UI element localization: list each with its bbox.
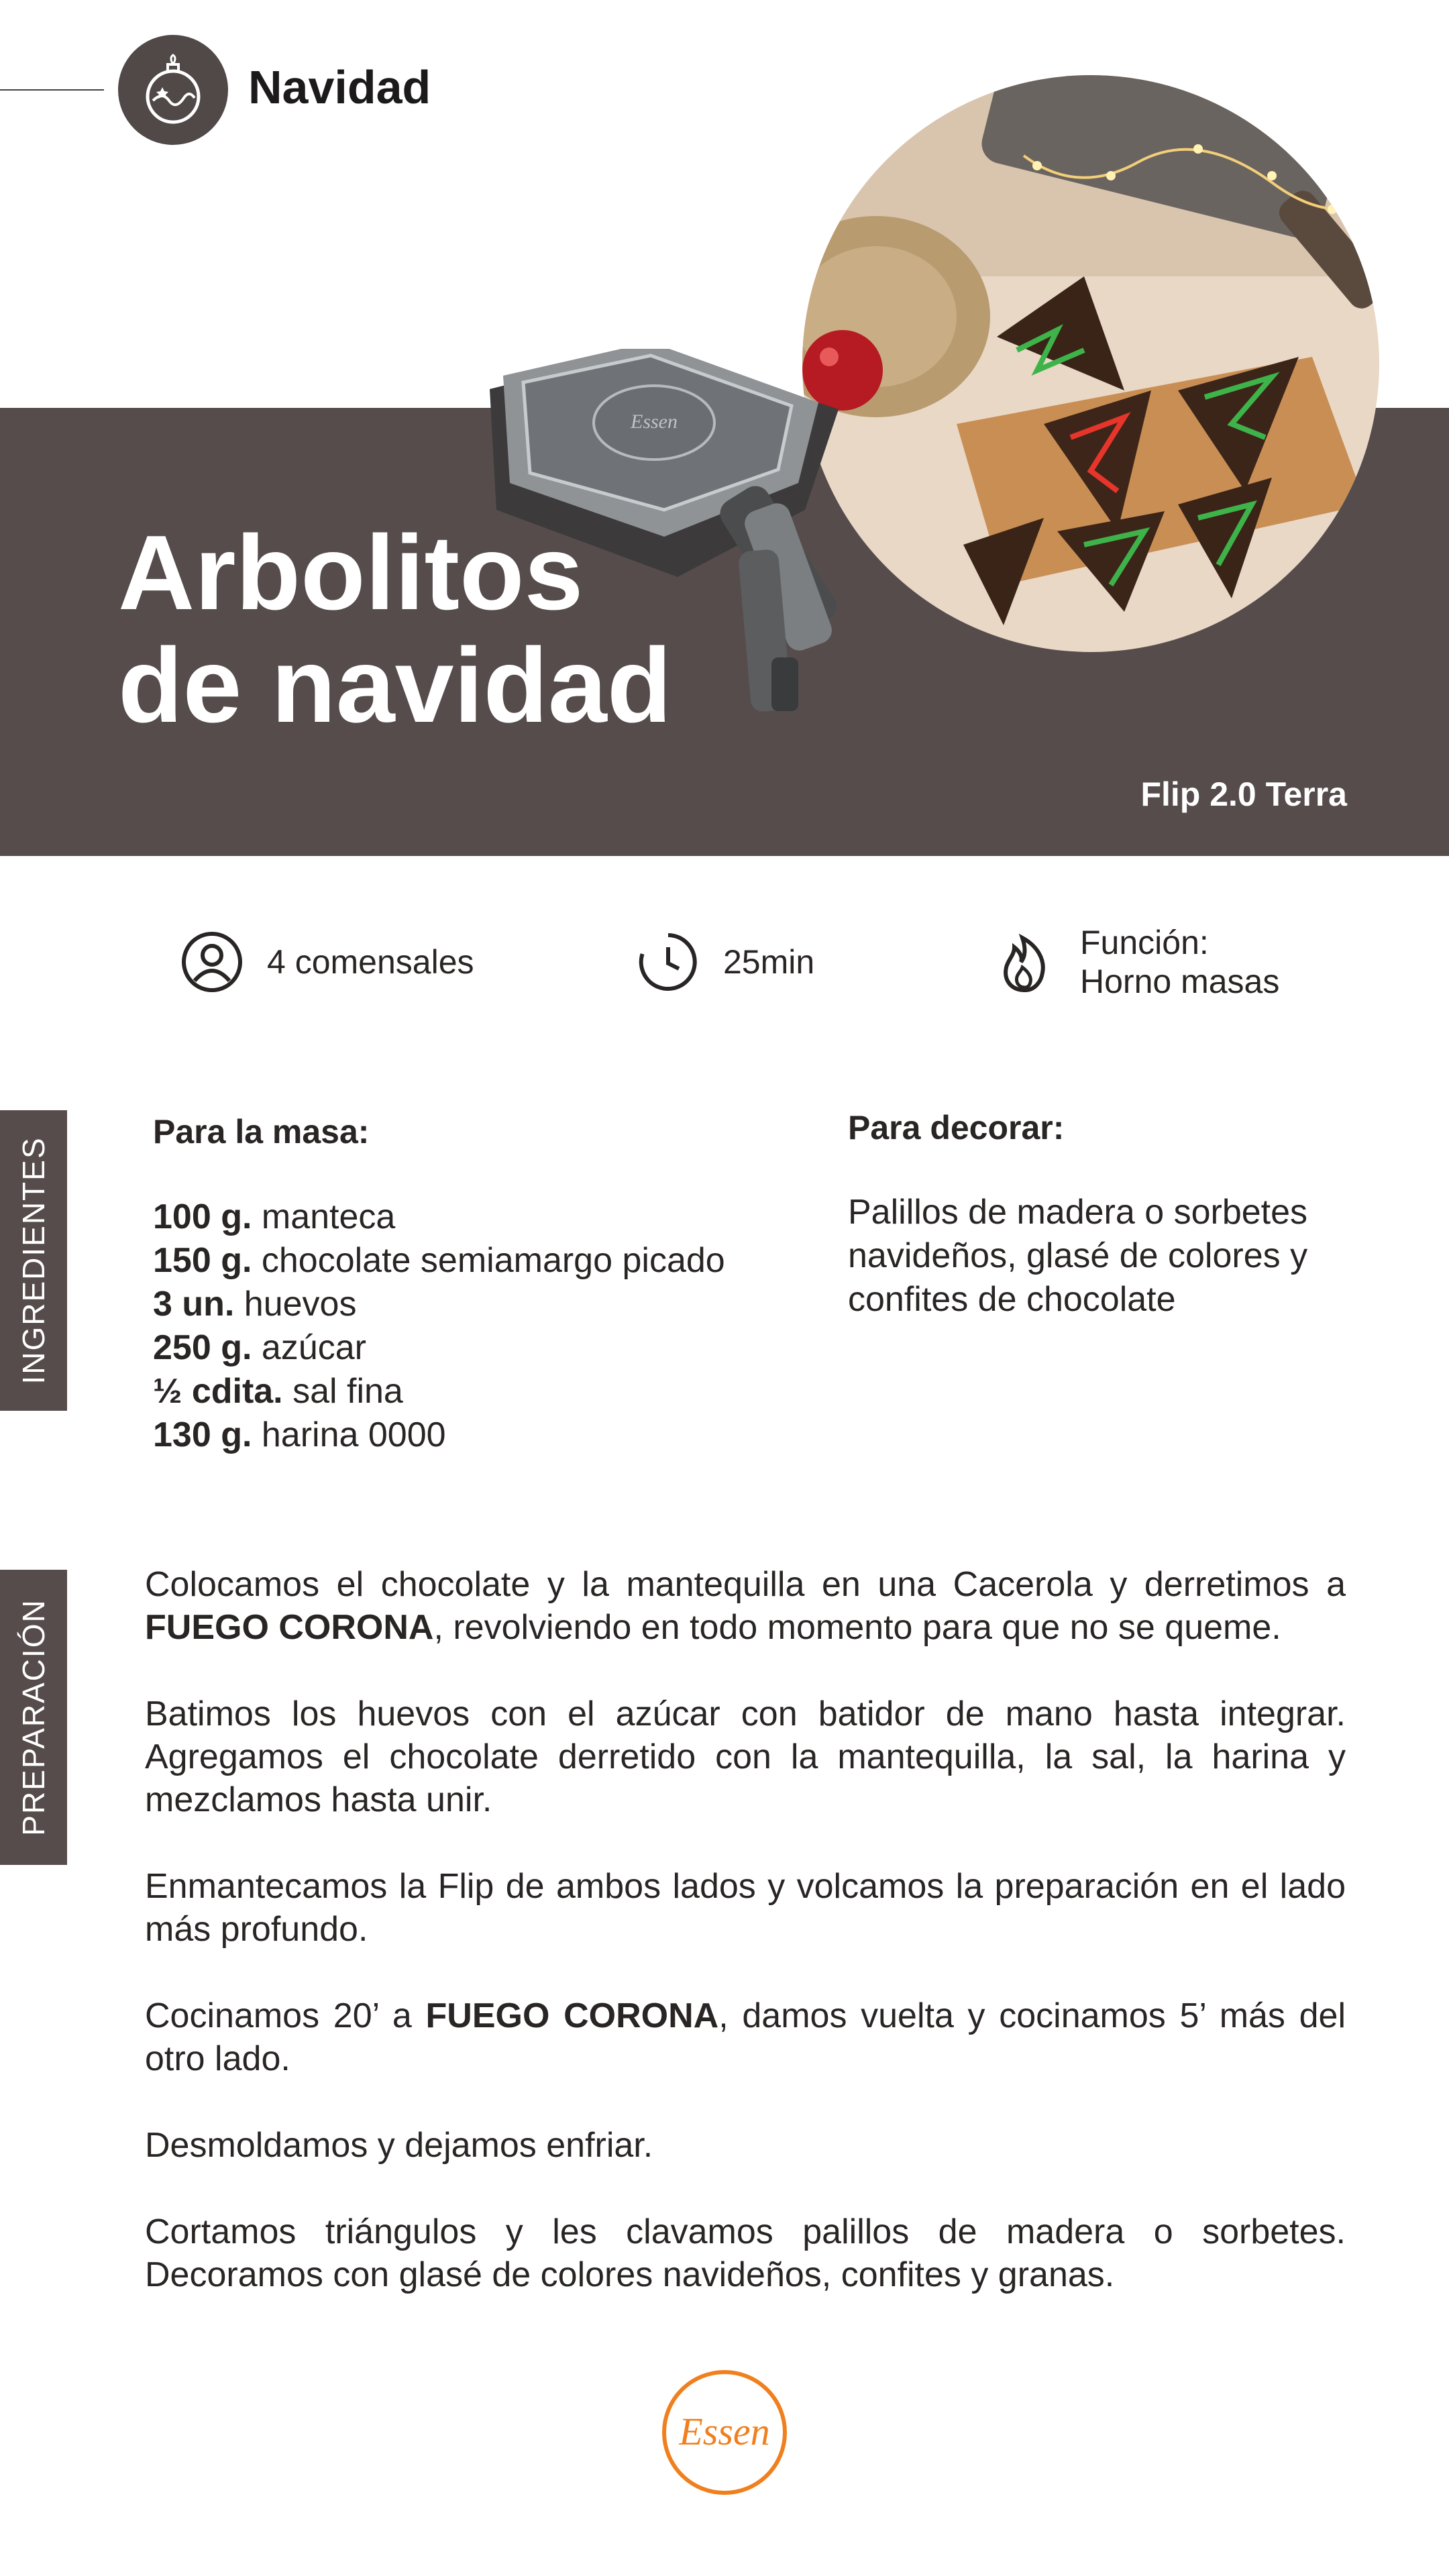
servings-text: 4 comensales (267, 943, 474, 981)
prep-step-4: Cocinamos 20’ a FUEGO CORONA, damos vuelta y cocinamos 5’ más del otro lado. (145, 1996, 1346, 2078)
prep-step-5: Desmoldamos y dejamos enfriar. (145, 2126, 653, 2165)
flame-icon (993, 930, 1057, 994)
preparation-steps (145, 1563, 1346, 2340)
product-name: Flip 2.0 Terra (1140, 775, 1347, 813)
person-icon (180, 930, 244, 994)
header-divider-line (0, 89, 104, 91)
prep-step-2: Batimos los huevos con el azúcar con batidor de mano hasta integrar. Agregamos el chocolate derretido con la mantequilla, la sal, la harina y mezclamos hasta unir. (145, 1695, 1346, 1819)
svg-text:Essen: Essen (679, 2410, 770, 2453)
clock-icon (636, 930, 700, 994)
category-label: Navidad (248, 61, 431, 113)
list-item: 130 g. harina 0000 (153, 1415, 446, 1454)
function-label: Función: (1080, 924, 1209, 961)
essen-logo (659, 2367, 790, 2498)
time-text: 25min (723, 943, 815, 981)
list-item: 150 g. chocolate semiamargo picado (153, 1241, 725, 1280)
ingredients-tab-label: INGREDIENTES (16, 1136, 51, 1385)
function-text (1080, 923, 1279, 1001)
preparation-tab (0, 1570, 67, 1865)
time-info (636, 924, 814, 1000)
decor-text: Palillos de madera o sorbetes navideños, glasé de colores y confites de chocolate (848, 1193, 1308, 1319)
list-item: 100 g. manteca (153, 1197, 396, 1236)
svg-text:Essen: Essen (631, 411, 678, 433)
function-value: Horno masas (1080, 963, 1280, 1000)
recipe-title-line-2: de navidad (118, 627, 672, 745)
preparation-tab-label: PREPARACIÓN (16, 1599, 51, 1836)
prep-step-6: Cortamos triángulos y les clavamos palillos de madera o sorbetes. Decoramos con glasé de colores navideños, confites y granas. (145, 2212, 1346, 2294)
dough-list (153, 1195, 725, 1457)
list-item: 250 g. azúcar (153, 1328, 366, 1367)
dough-title: Para la masa: (153, 1113, 370, 1150)
recipe-title-line-1: Arbolitos (118, 514, 584, 632)
prep-step-1: Colocamos el chocolate y la mantequilla en una Cacerola y derretimos a FUEGO CORONA, revolviendo en todo momento para que no se queme. (145, 1565, 1346, 1647)
list-item: ½ cdita. sal fina (153, 1372, 403, 1411)
list-item: 3 un. huevos (153, 1285, 357, 1324)
servings-info (180, 924, 474, 1000)
function-info (993, 924, 1279, 1000)
decor-title: Para decorar: (848, 1109, 1065, 1146)
prep-step-3: Enmantecamos la Flip de ambos lados y volcamos la preparación en el lado más profundo. (145, 1867, 1346, 1949)
ingredients-tab (0, 1110, 67, 1411)
recipe-title (118, 514, 856, 745)
christmas-ornament-icon (118, 35, 228, 145)
